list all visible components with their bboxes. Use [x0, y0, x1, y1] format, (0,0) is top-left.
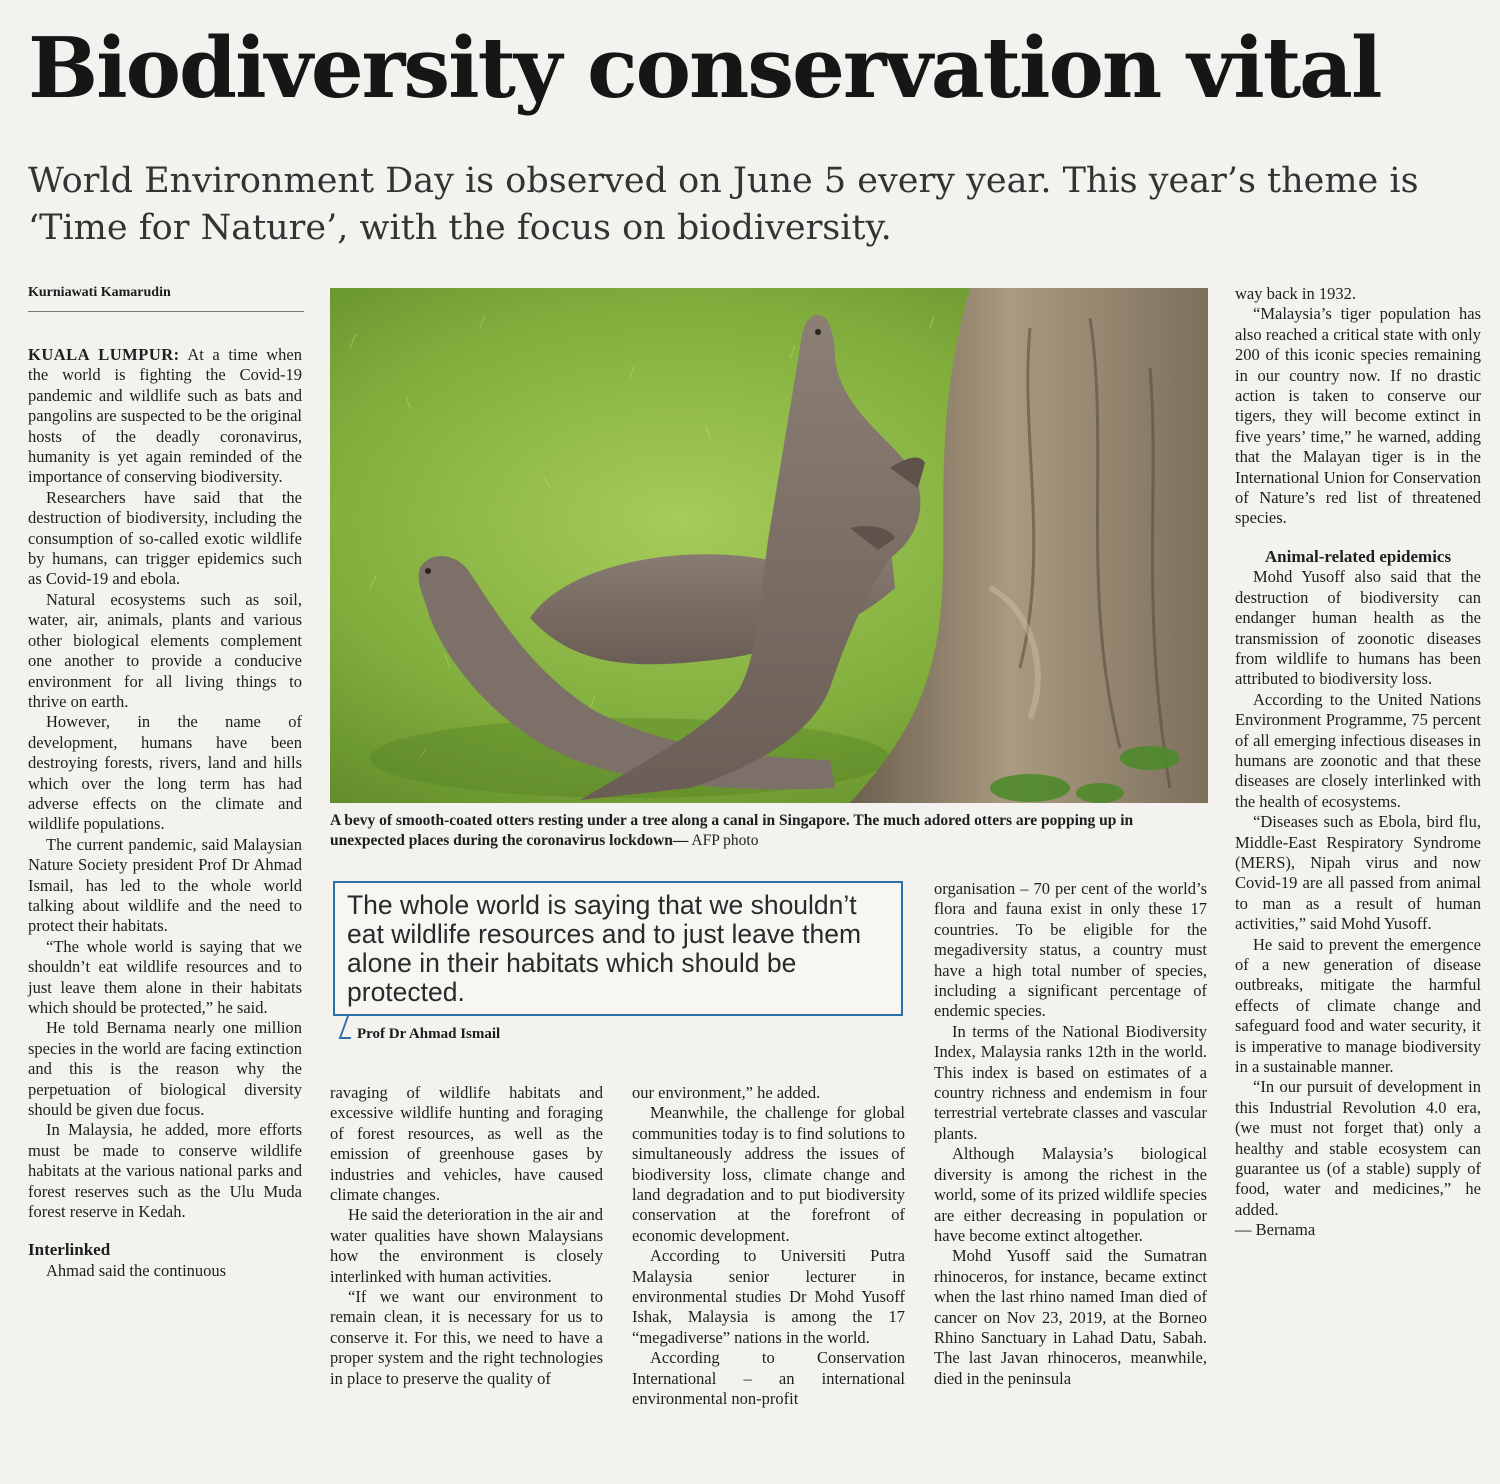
- photo-caption: A bevy of smooth-coated otters resting under a tree along a canal in Singapore. The much adored otters are popping up in unexpected places during the coronavirus lockdown— AFP photo: [330, 812, 1134, 849]
- article-column-2: [330, 1083, 603, 1389]
- paragraph: Although Malaysia’s biological diversity is among the richest in the world, some of its prized wildlife species are either decreasing in population or have become extinct altogether.: [934, 1144, 1207, 1245]
- paragraph: way back in 1932.: [1235, 284, 1356, 303]
- paragraph: organisation – 70 per cent of the world’s flora and fauna exist in only these 17 countries. To be eligible for the megadiversity status, a country must have a high total number of species, including a significant percentage of endemic species.: [934, 879, 1207, 1021]
- subhead-animal-related-epidemics: Animal-related epidemics: [1264, 546, 1452, 566]
- standfirst: World Environment Day is observed on June 5 every year. This year’s theme is ‘Time for Nature’, with the focus on biodiversity.: [28, 161, 1419, 248]
- article-column-4: [934, 879, 1207, 1389]
- paragraph: KUALA LUMPUR: At a time when the world is fighting the Covid-19 pandemic and wildlife such as bats and pangolins are suspected to be the original hosts of the deadly coronavirus, humanity is yet again reminded of the importance of conserving biodiversity.: [28, 345, 303, 487]
- paragraph: According to Universiti Putra Malaysia senior lecturer in environmental studies Dr Mohd Yusoff Ishak, Malaysia is among the 17 “megadiverse” nations in the world.: [632, 1246, 905, 1347]
- article-column-3: [632, 1083, 905, 1410]
- paragraph: Meanwhile, the challenge for global communities today is to find solutions to simultaneously address the issues of biodiversity loss, climate change and land degradation and to put biodiversity conservation at the forefront of economic development.: [632, 1103, 905, 1245]
- article-column-5: [1235, 284, 1481, 1241]
- paragraph: The current pandemic, said Malaysian Nature Society president Prof Dr Ahmad Ismail, has led to the whole world talking about wildlife and the need to protect their habitats.: [28, 834, 302, 936]
- otters-illustration: [330, 288, 1208, 803]
- headline: Biodiversity conservation vital: [28, 19, 1381, 117]
- pull-quote-attribution: Prof Dr Ahmad Ismail: [357, 1026, 501, 1042]
- paragraph: According to Conservation International – an international environmental non-profit: [632, 1348, 905, 1409]
- paragraph: Researchers have said that the destruction of biodiversity, including the consumption of so-called exotic wildlife by humans, can trigger epidemics such as Covid-19 and ebola.: [28, 487, 302, 589]
- paragraph: In terms of the National Biodiversity Index, Malaysia ranks 12th in the world. This index is based on estimates of a country richness and endemism in four terrestrial vertebrate classes and vascular plants.: [934, 1021, 1207, 1143]
- otters-photo: [330, 288, 1208, 803]
- paragraph: “Malaysia’s tiger population has also reached a critical state with only 200 of this iconic species remaining in our country now. If no drastic action is taken to conserve our tigers, they will become extinct in five years’ time,” he warned, adding that the Malayan tiger is in the International Union for Conservation of Nature’s red list of threatened species.: [1235, 304, 1481, 528]
- photo-credit: AFP photo: [688, 832, 759, 849]
- dateline: KUALA LUMPUR:: [28, 345, 180, 364]
- source-credit: — Bernama: [1235, 1220, 1316, 1240]
- paragraph: According to the United Nations Environment Programme, 75 percent of all emerging infectious diseases in humans are zoonotic and that these diseases are closely interlinked with the health of ecosystems.: [1235, 689, 1481, 811]
- article-column-1: [28, 345, 302, 1281]
- paragraph: “The whole world is saying that we shouldn’t eat wildlife resources and to just leave them alone in their habitats which should be protected,” he said.: [28, 936, 302, 1017]
- paragraph: However, in the name of development, humans have been destroying forests, rivers, land and hills which over the long term has had adverse effects on the climate and wildlife populations.: [28, 712, 302, 834]
- paragraph: Natural ecosystems such as soil, water, air, animals, plants and various other biological elements complement one another to provide a conducive environment for all living things to thrive on earth.: [28, 589, 302, 711]
- paragraph: “If we want our environment to remain clean, it is necessary for us to conserve it. For this, we need to have a proper system and the right technologies in place to preserve the quality of: [330, 1287, 603, 1388]
- paragraph: He said the deterioration in the air and water qualities have shown Malaysians how the environment is closely interlinked with human activities.: [330, 1205, 603, 1286]
- paragraph: In Malaysia, he added, more efforts must be made to conserve wildlife habitats at the various national parks and forest reserves such as the Ulu Muda forest reserve in Kedah.: [28, 1120, 302, 1222]
- paragraph: He said to prevent the emergence of a new generation of disease outbreaks, mitigate the harmful effects of climate change and safeguard food and water security, it is imperative to manage biodiversity in a sustainable manner.: [1235, 934, 1481, 1077]
- byline: Kurniawati Kamarudin: [28, 285, 304, 312]
- paragraph: Mohd Yusoff also said that the destruction of biodiversity can endanger human health as the transmission of zoonotic diseases from wildlife to humans has been attributed to biodiversity loss.: [1235, 567, 1481, 689]
- paragraph: “Diseases such as Ebola, bird flu, Middle-East Respiratory Syndrome (MERS), Nipah virus and now Covid-19 are all passed from animal to man as a result of human activities,” said Mohd Yusoff.: [1235, 812, 1481, 934]
- pull-quote: [333, 881, 903, 1016]
- subhead-interlinked: Interlinked: [28, 1240, 111, 1260]
- paragraph: ravaging of wildlife habitats and excessive wildlife hunting and foraging of forest resources, as well as the emission of greenhouse gases by industries and vehicles, have caused climate changes.: [330, 1083, 603, 1205]
- paragraph: our environment,” he added.: [632, 1083, 821, 1102]
- paragraph: Ahmad said the continuous: [46, 1260, 227, 1280]
- paragraph: “In our pursuit of development in this Industrial Revolution 4.0 era, (we must not forget that) only a healthy and stable ecosystem can guarantee us (of a stable) supply of food, water and medicines,” he added.: [1235, 1077, 1481, 1219]
- paragraph: Mohd Yusoff said the Sumatran rhinoceros, for instance, became extinct when the last rhino named Iman died of cancer on Nov 23, 2019, at the Borneo Rhino Sanctuary in Lahad Datu, Sabah. The last Javan rhinoceros, meanwhile, died in the peninsula: [934, 1246, 1207, 1388]
- paragraph: He told Bernama nearly one million species in the world are facing extinction and this is the reason why the perpetuation of biological diversity should be given due focus.: [28, 1018, 302, 1120]
- pull-quote-text: The whole world is saying that we shouldn’t eat wildlife resources and to just leave them alone in their habitats which should be protected.: [347, 890, 862, 1007]
